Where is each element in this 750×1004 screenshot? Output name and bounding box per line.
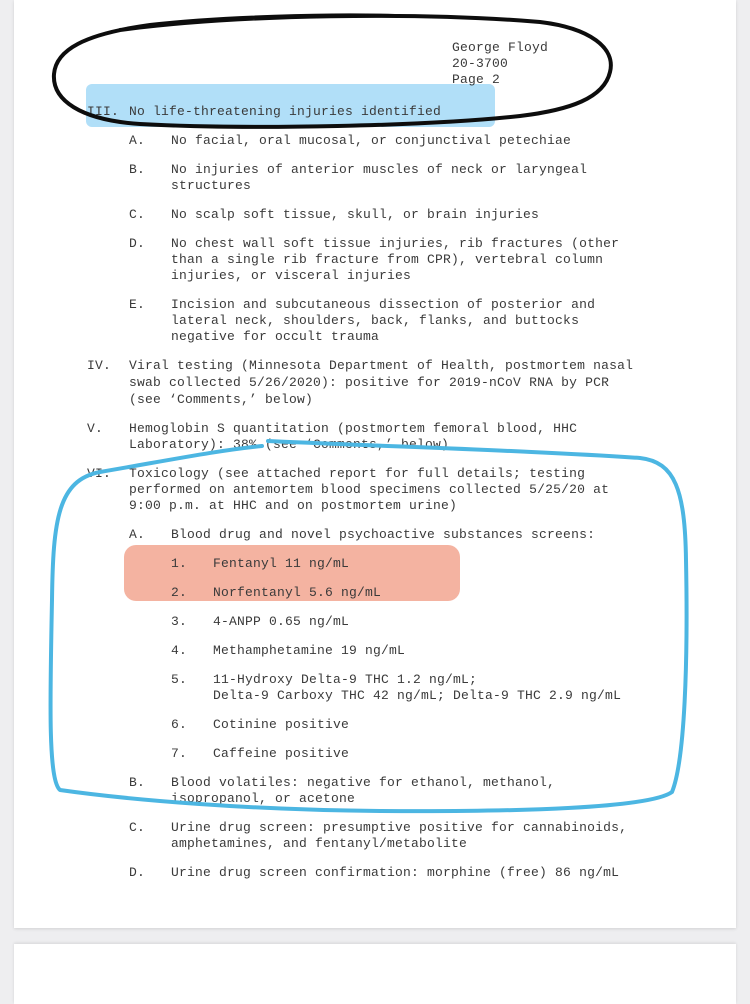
item-text: Urine drug screen confirmation: morphine (free) 86 ng/mL: [171, 865, 620, 880]
section-vi-text: 9:00 p.m. at HHC and on postmortem urine): [129, 498, 458, 513]
item-text: Incision and subcutaneous dissection of posterior and: [171, 297, 596, 312]
header-name: George Floyd: [452, 40, 549, 55]
subitem-number: 2.: [171, 585, 188, 600]
subitem-text: Delta-9 Carboxy THC 42 ng/mL; Delta-9 THC 2.9 ng/mL: [213, 688, 622, 703]
subitem-number: 5.: [171, 672, 188, 687]
section-vi-text: performed on antemortem blood specimens collected 5/25/20 at: [129, 482, 610, 497]
header-case-number: 20-3700: [452, 56, 509, 71]
section-iii-heading: No life-threatening injuries identified: [129, 104, 442, 119]
item-letter: A.: [129, 527, 146, 542]
item-text: Urine drug screen: presumptive positive for cannabinoids,: [171, 820, 628, 835]
item-letter: A.: [129, 133, 146, 148]
item-text: negative for occult trauma: [171, 329, 380, 344]
section-v-text: Hemoglobin S quantitation (postmortem femoral blood, HHC: [129, 421, 578, 436]
item-text: amphetamines, and fentanyl/metabolite: [171, 836, 468, 851]
section-vi-text: Toxicology (see attached report for full details; testing: [129, 466, 586, 481]
subitem-number: 7.: [171, 746, 188, 761]
item-text: Blood drug and novel psychoactive substances screens:: [171, 527, 596, 542]
subitem-text: Fentanyl 11 ng/mL: [213, 556, 350, 571]
item-text: No chest wall soft tissue injuries, rib fractures (other: [171, 236, 620, 251]
header-page-number: Page 2: [452, 72, 501, 87]
subitem-number: 3.: [171, 614, 188, 629]
item-text: lateral neck, shoulders, back, flanks, and buttocks: [171, 313, 580, 328]
item-text: Blood volatiles: negative for ethanol, methanol,: [171, 775, 556, 790]
subitem-number: 6.: [171, 717, 188, 732]
section-v-numeral: V.: [87, 421, 104, 436]
item-text: No facial, oral mucosal, or conjunctival petechiae: [171, 133, 572, 148]
item-letter: C.: [129, 820, 146, 835]
item-letter: D.: [129, 865, 146, 880]
section-iv-text: swab collected 5/26/2020): positive for 2019-nCoV RNA by PCR: [129, 375, 610, 390]
subitem-text: Cotinine positive: [213, 717, 350, 732]
item-text: isopropanol, or acetone: [171, 791, 356, 806]
subitem-text: 11-Hydroxy Delta-9 THC 1.2 ng/mL;: [213, 672, 478, 687]
subitem-text: Norfentanyl 5.6 ng/mL: [213, 585, 382, 600]
item-letter: B.: [129, 775, 146, 790]
item-text: injuries, or visceral injuries: [171, 268, 412, 283]
subitem-text: 4-ANPP 0.65 ng/mL: [213, 614, 350, 629]
section-iii-numeral: III.: [87, 104, 120, 119]
item-text: No scalp soft tissue, skull, or brain injuries: [171, 207, 540, 222]
item-text: No injuries of anterior muscles of neck or laryngeal: [171, 162, 588, 177]
section-v-text: Laboratory): 38% (see ‘Comments,’ below): [129, 437, 450, 452]
item-text: than a single rib fracture from CPR), vertebral column: [171, 252, 604, 267]
section-iv-text: (see ‘Comments,’ below): [129, 392, 314, 407]
section-vi-numeral: VI.: [87, 466, 112, 481]
section-iv-text: Viral testing (Minnesota Department of Health, postmortem nasal: [129, 358, 634, 373]
subitem-number: 1.: [171, 556, 188, 571]
subitem-number: 4.: [171, 643, 188, 658]
item-letter: C.: [129, 207, 146, 222]
subitem-text: Caffeine positive: [213, 746, 350, 761]
item-letter: E.: [129, 297, 146, 312]
next-page: [14, 944, 736, 1004]
item-text: structures: [171, 178, 252, 193]
item-letter: D.: [129, 236, 146, 251]
subitem-text: Methamphetamine 19 ng/mL: [213, 643, 406, 658]
item-letter: B.: [129, 162, 146, 177]
section-iv-numeral: IV.: [87, 358, 112, 373]
